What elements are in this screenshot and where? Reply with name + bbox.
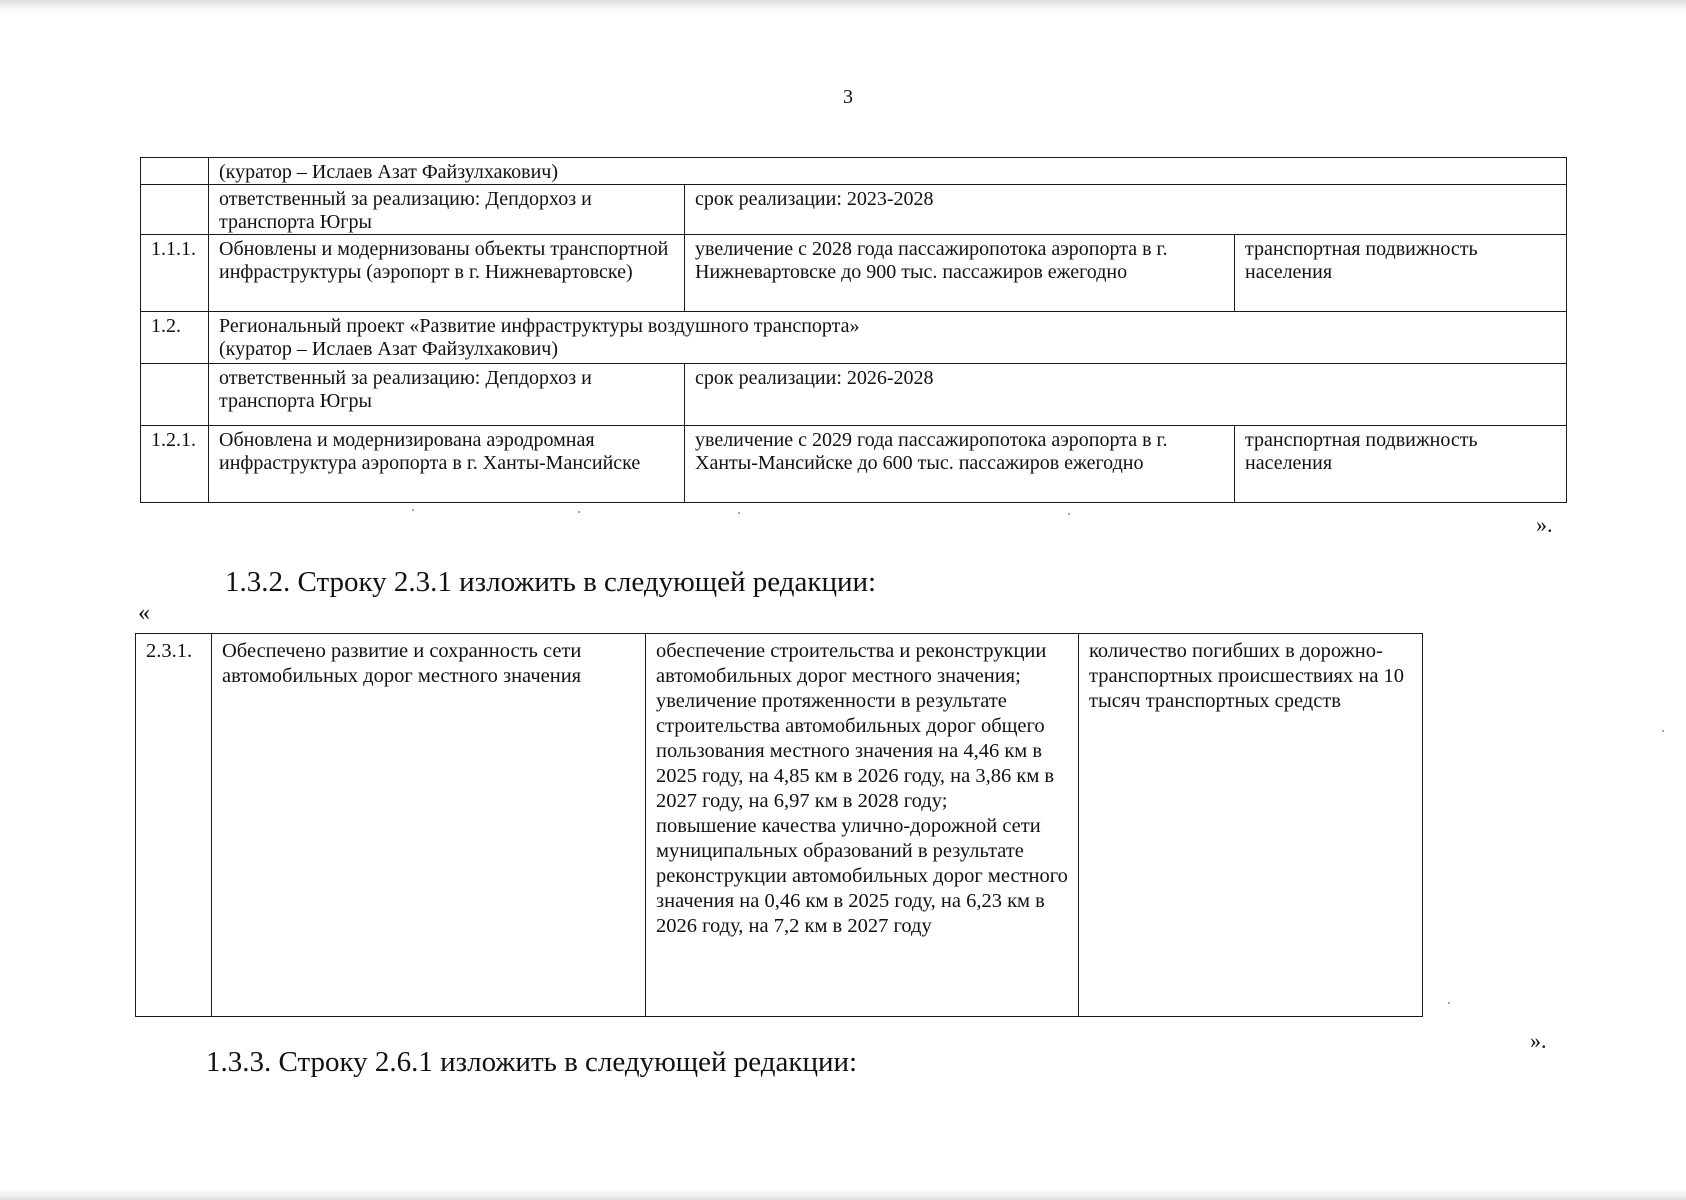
indicator-cell: количество погибших в дорожно-транспортных происшествиях на 10 тысяч транспортных средств [1079,634,1423,1017]
result-cell [646,634,1079,1017]
responsible-cell: ответственный за реализацию: Депдорхоз и транспорта Югры [209,185,685,235]
scan-edge-bottom [0,1188,1686,1200]
term-cell: срок реализации: 2026-2028 [685,364,1567,426]
section-heading: 1.3.3. Строку 2.6.1 изложить в следующей редакции: [206,1046,858,1078]
scan-edge-top [0,0,1686,16]
closing-quote: ». [1536,512,1553,537]
responsible-cell: ответственный за реализацию: Депдорхоз и транспорта Югры [209,364,685,426]
table-row [141,312,1567,364]
row-number: 2.3.1. [136,634,212,1017]
task-cell: Обновлена и модернизирована аэродромная инфраструктура аэропорта в г. Ханты-Мансийске [209,426,685,503]
row-number: 1.2. [141,312,209,364]
result-line: обеспечение строительства и реконструкции автомобильных дорог местного значения; [656,640,1047,687]
page-number: 3 [843,86,853,108]
result-cell: увеличение с 2028 года пассажиропотока аэропорта в г. Нижневартовске до 900 тыс. пассажиров ежегодно [685,235,1235,312]
table-row [141,185,1567,235]
result-line: повышение качества улично-дорожной сети муниципальных образований в результате реконструкции автомобильных дорог местного значения на 0,46 км в 2025 году, на 6,23 км в 2026 году, на 7,2 км в 2027 году [656,815,1068,937]
row-number [141,158,209,185]
row-number [141,364,209,426]
curator-cell: (куратор – Ислаев Азат Файзулхакович) [209,158,1567,185]
scan-speck [1662,730,1664,732]
project-title: Региональный проект «Развитие инфраструктуры воздушного транспорта» [219,315,860,337]
scan-speck [1068,513,1070,515]
project-curator: (куратор – Ислаев Азат Файзулхакович) [219,338,559,360]
table-row [141,158,1567,185]
task-cell: Обеспечено развитие и сохранность сети автомобильных дорог местного значения [212,634,646,1017]
program-table-top [140,157,1567,503]
scan-speck [738,512,740,514]
result-line: увеличение протяженности в результате строительства автомобильных дорог общего пользования местного значения на 4,46 км в 2025 году, на 4,85 км в 2026 году, на 3,86 км в 2027 году, на 6,97 км в 2028 году; [656,690,1055,812]
scan-speck [578,511,580,513]
term-cell: срок реализации: 2023-2028 [685,185,1567,235]
project-cell [209,312,1567,364]
indicator-cell: транспортная подвижность населения [1235,426,1567,503]
indicator-cell: транспортная подвижность населения [1235,235,1567,312]
table-row [141,426,1567,503]
row-number: 1.1.1. [141,235,209,312]
scan-speck [412,509,414,511]
closing-quote: ». [1530,1028,1547,1053]
task-cell: Обновлены и модернизованы объекты транспортной инфраструктуры (аэропорт в г. Нижневартовске) [209,235,685,312]
table-row [141,235,1567,312]
row-number [141,185,209,235]
table-row [141,364,1567,426]
result-cell: увеличение с 2029 года пассажиропотока аэропорта в г. Ханты-Мансийске до 600 тыс. пассажиров ежегодно [685,426,1235,503]
table-row [136,634,1423,1017]
scan-speck [1448,1002,1450,1004]
opening-quote: « [138,600,150,626]
row-number: 1.2.1. [141,426,209,503]
section-heading: 1.3.2. Строку 2.3.1 изложить в следующей редакции: [225,566,877,598]
program-table-row-2-3-1 [135,633,1423,1017]
